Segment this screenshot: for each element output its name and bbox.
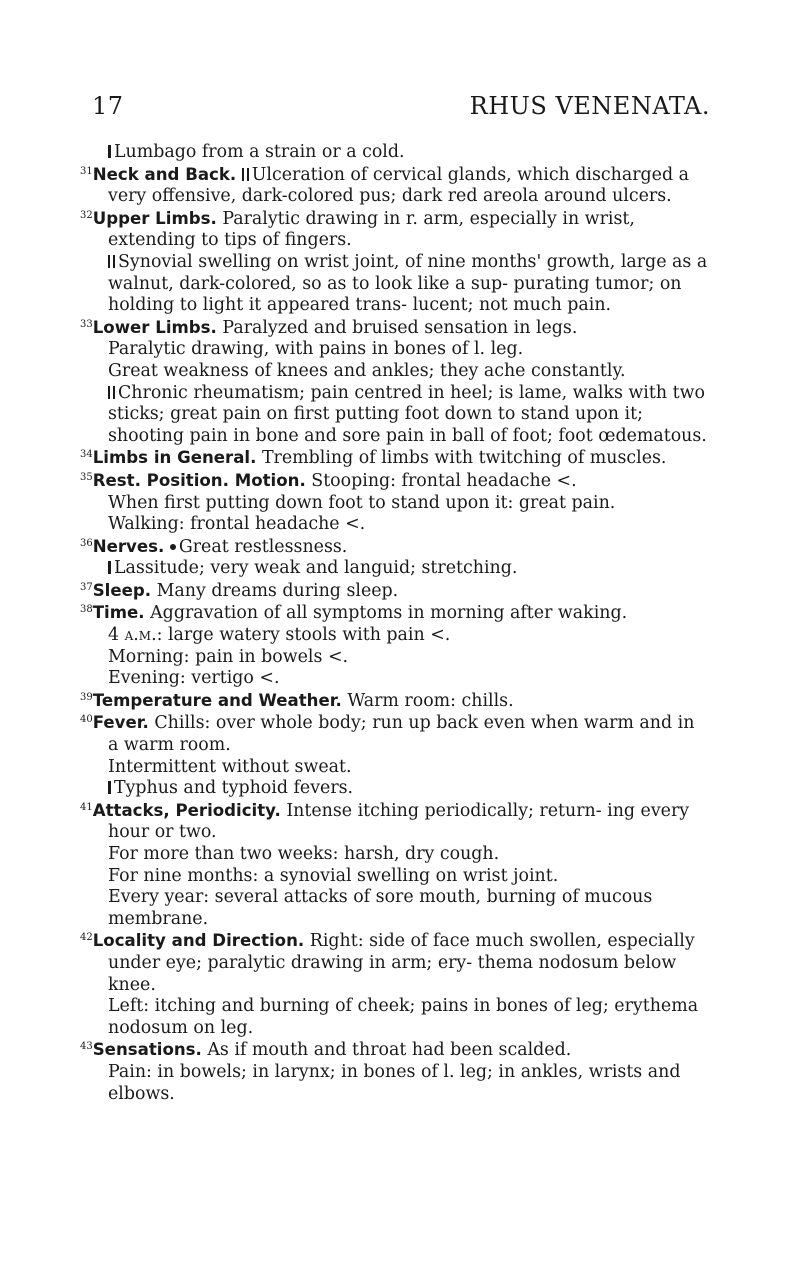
line: Lumbago from a strain or a cold. [80,142,710,164]
section-heading: Temperature and Weather. [92,690,342,710]
section-number: 41 [80,801,93,813]
section-heading: Neck and Back. [92,164,237,184]
section-heading: Upper Limbs. [92,208,217,228]
symptom-text [80,142,710,1105]
line: Typhus and typhoid fevers. [80,778,710,800]
section-34: $^{34}$Limbs in General. Trembling of limbs with twitching of muscles. [80,448,667,469]
marker-icon [170,544,176,550]
section-40: $^{40}$Fever. Chills: over whole body; run up back even when warm and in a warm room. [80,713,695,756]
section-number: 35 [80,471,93,483]
section-number: 39 [80,691,93,703]
section-33: $^{33}$Lower Limbs. Paralyzed and bruised sensation in legs. [80,317,578,338]
section-number: 37 [80,581,93,593]
section-heading: Nerves. [92,536,165,556]
line: 4 a.m.: large watery stools with pain <. [108,625,451,646]
line: Chronic rheumatism; pain centred in heel; is lame, walks with two sticks; great pain on first putting foot down to stand upon it; shooting pain in bone and sore pain in ball of foot; foot œdematous. [108,382,707,446]
marker-icon [108,561,111,574]
line: When first putting down foot to stand upon it: great pain. [108,492,616,513]
section-39: $^{39}$Temperature and Weather. Warm room: chills. [80,690,514,711]
line: For nine months: a synovial swelling on wrist joint. [108,865,559,886]
marker-icon [113,386,115,399]
section-number: 40 [80,714,93,726]
line: For more than two weeks: harsh, dry cough. [108,844,500,864]
line: Walking: frontal headache <. [108,514,366,535]
marker-icon [108,255,110,268]
line: Paralytic drawing, with pains in bones of l. leg. [108,339,524,360]
section-heading: Time. [92,603,145,623]
section-number: 38 [80,604,93,616]
section-32: $^{32}$Upper Limbs. Paralytic drawing in r. arm, especially in wrist, extending to tips of fingers. [80,208,635,251]
section-heading: Sleep. [92,580,152,600]
marker-icon [108,386,110,399]
section-heading: Fever. [92,713,149,733]
section-number: 33 [80,318,93,330]
page-number: 17 [92,92,124,120]
line: Morning: pain in bowels <. [108,646,349,667]
section-heading: Rest. Position. Motion. [92,470,306,490]
section-heading: Limbs in General. [92,448,257,468]
marker-icon [247,168,249,181]
marker-icon [108,145,111,158]
line: Pain: in bowels; in larynx; in bones of l. leg; in ankles, wrists and elbows. [108,1061,681,1104]
marker-icon [113,255,115,268]
section-36: $^{36}$Nerves. Great restlessness. [80,536,348,557]
section-heading: Attacks, Periodicity. [92,800,281,820]
line: Every year: several attacks of sore mouth, burning of mucous membrane. [108,887,653,929]
section-heading: Lower Limbs. [92,317,217,337]
section-number: 43 [80,1041,93,1053]
section-number: 32 [80,209,93,221]
section-38: $^{38}$Time. Aggravation of all symptoms in morning after waking. [80,603,628,624]
line: Intermittent without sweat. [108,756,352,777]
section-31: $^{31}$Neck and Back. Ulceration of cervical glands, which discharged a very offensive, dark-colored pus; dark red areola around ulcers. [80,164,689,207]
section-42: $^{42}$Locality and Direction. Right: side of face much swollen, especially under eye; paralytic drawing in arm; ery- thema nodosum below knee. [80,931,695,995]
section-37: $^{37}$Sleep. Many dreams during sleep. [80,580,399,601]
page-header [92,92,710,120]
section-number: 36 [80,537,93,549]
section-heading: Locality and Direction. [92,931,305,951]
line: Synovial swelling on wrist joint, of nine months' growth, large as a walnut, dark-colored, so as to look like a sup- purating tumor; on holding to light it appeared trans- lucent; not much pain. [108,251,708,316]
line: Evening: vertigo <. [108,668,280,689]
line: Great weakness of knees and ankles; they ache constantly. [108,360,626,381]
section-41: $^{41}$Attacks, Periodicity. Intense itching periodically; return- ing every hour or two. [80,800,690,843]
marker-icon [242,168,244,181]
line: Lassitude; very weak and languid; stretching. [80,558,710,580]
section-number: 34 [80,449,93,461]
section-number: 31 [80,165,93,177]
section-43: $^{43}$Sensations. As if mouth and throat had been scalded. [80,1040,572,1061]
section-number: 42 [80,932,93,944]
section-heading: Sensations. [92,1040,202,1060]
running-title: RHUS VENENATA. [469,92,710,120]
line: Left: itching and burning of cheek; pains in bones of leg; erythema nodosum on leg. [108,996,699,1038]
section-35: $^{35}$Rest. Position. Motion. Stooping: frontal headache <. [80,470,577,491]
marker-icon [108,781,111,794]
